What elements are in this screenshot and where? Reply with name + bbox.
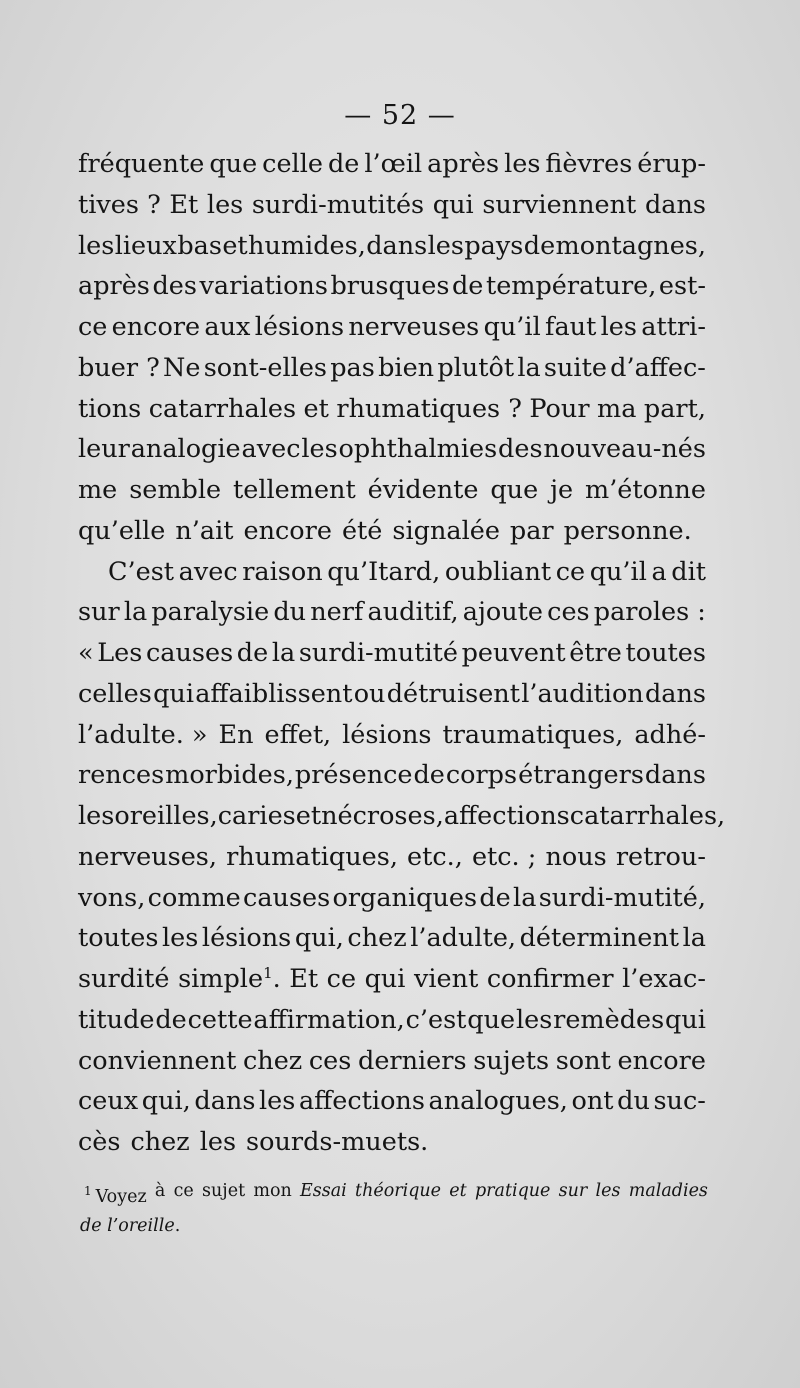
text-line-10 xyxy=(78,511,706,552)
word: lésions xyxy=(201,923,292,954)
word: surdi-mutité, xyxy=(538,882,706,913)
text-line-17 xyxy=(78,796,726,837)
word: rences xyxy=(78,760,165,791)
word: température, xyxy=(485,271,657,302)
word: l’exac- xyxy=(622,964,706,994)
word: remèdes xyxy=(553,1004,665,1035)
word: nous xyxy=(545,841,607,872)
word: ce xyxy=(326,964,357,994)
word: vons, xyxy=(78,882,146,913)
word: qui xyxy=(665,1004,706,1035)
footnote-mark: 1 xyxy=(84,1184,92,1198)
word: du xyxy=(273,597,307,628)
word: brusques xyxy=(330,271,450,302)
word: lésions xyxy=(342,719,432,750)
word: d’affec- xyxy=(610,352,706,383)
word: les xyxy=(595,1181,621,1201)
word: organiques xyxy=(332,882,478,913)
word: les xyxy=(504,149,541,179)
word: tions xyxy=(78,393,142,424)
word: que xyxy=(490,475,539,505)
word: sont-elles xyxy=(203,352,327,383)
word: qui, xyxy=(294,923,344,954)
word: sujets xyxy=(473,1045,550,1076)
word: Ne xyxy=(163,352,201,383)
word: peuvent xyxy=(461,638,566,668)
word: ces xyxy=(308,1045,352,1076)
word: morbides, xyxy=(165,760,294,791)
word: la xyxy=(271,638,296,668)
word: suite xyxy=(543,352,607,383)
word: semble xyxy=(129,475,222,505)
footnote-period: . xyxy=(174,1216,181,1236)
word: Essai xyxy=(300,1181,347,1201)
word: affections xyxy=(443,801,570,831)
text-line-6 xyxy=(78,348,706,389)
word: auditif, xyxy=(367,597,459,628)
word: suc- xyxy=(653,1086,706,1117)
text-line-8 xyxy=(78,429,706,470)
word: sont xyxy=(555,1045,611,1076)
word: part, xyxy=(643,393,706,424)
text-line-11 xyxy=(78,552,706,593)
word: qu’Itard, xyxy=(327,556,441,587)
word: ophthalmies xyxy=(338,434,498,465)
text-line-18 xyxy=(78,837,706,878)
word: me xyxy=(78,475,118,505)
footnote-title-end: de l’oreille xyxy=(80,1216,175,1236)
word: les xyxy=(259,1086,296,1117)
word: adhé- xyxy=(634,719,706,750)
word: est- xyxy=(658,271,706,302)
text-line-14 xyxy=(78,674,706,715)
word: théorique xyxy=(355,1181,442,1201)
word: oreilles, xyxy=(114,801,218,831)
word: montagnes, xyxy=(555,230,706,261)
footnote-ref[interactable]: 1 xyxy=(263,964,273,982)
word: toutes xyxy=(78,923,159,954)
word: causes xyxy=(145,638,234,668)
word: catarrhales xyxy=(148,393,297,424)
word: les xyxy=(206,189,244,220)
word: encore xyxy=(243,515,332,546)
word: à xyxy=(154,1181,166,1201)
word: affaiblissent xyxy=(195,678,353,709)
word: bien xyxy=(378,352,435,383)
word: comme xyxy=(147,882,241,913)
word: l’œil xyxy=(364,149,423,179)
word: sur xyxy=(78,597,120,628)
word: nécroses, xyxy=(321,801,444,831)
word: vient xyxy=(414,964,479,994)
text-line-9 xyxy=(78,470,706,511)
word: c’est xyxy=(405,1004,467,1035)
word: fréquente xyxy=(78,149,205,179)
word: signalée xyxy=(392,515,500,546)
word: avec xyxy=(241,434,301,465)
word: les xyxy=(427,230,464,261)
word: « xyxy=(78,638,94,668)
word: maladies xyxy=(628,1181,708,1201)
word: déterminent xyxy=(519,923,680,954)
word: Et xyxy=(289,964,319,994)
word: a xyxy=(651,556,667,587)
text-line-22 xyxy=(78,1000,706,1041)
word: titude xyxy=(78,1004,155,1035)
word: Voyez xyxy=(95,1187,147,1207)
page-number: — 52 — xyxy=(344,100,456,131)
word: ajoute xyxy=(462,597,544,628)
text-line-15 xyxy=(78,715,706,756)
word: cette xyxy=(187,1004,253,1035)
word: paralysie xyxy=(151,597,270,628)
word: la xyxy=(682,923,706,954)
footnote-start xyxy=(84,1177,147,1212)
word: n’ait xyxy=(175,515,234,546)
word: les xyxy=(78,230,115,261)
word: du xyxy=(617,1086,650,1117)
word: surviennent xyxy=(482,189,637,220)
word: C’est xyxy=(108,556,175,587)
word: confirmer xyxy=(486,964,614,994)
word: analogues, xyxy=(428,1086,568,1117)
word: fièvres xyxy=(545,149,633,179)
word: aux xyxy=(204,312,251,342)
word: surdité xyxy=(78,964,170,994)
word: En xyxy=(218,719,254,750)
word: nerveuses xyxy=(348,312,480,342)
word: variations xyxy=(199,271,328,302)
word: encore xyxy=(111,312,201,342)
text-line-7 xyxy=(78,389,706,430)
word: de xyxy=(413,760,445,791)
word: celle xyxy=(262,149,323,179)
word: leur xyxy=(78,434,130,465)
word: de xyxy=(327,149,360,179)
word: que xyxy=(467,1004,516,1035)
word: que xyxy=(209,149,258,179)
word: les xyxy=(515,1004,553,1035)
text-line-4 xyxy=(78,266,706,307)
word: plutôt xyxy=(437,352,515,383)
word: etc. ; xyxy=(471,841,537,872)
word: étrangers xyxy=(518,760,644,791)
word: corps xyxy=(445,760,518,791)
word: la xyxy=(513,882,537,913)
word: évidente xyxy=(367,475,479,505)
word: dit xyxy=(671,556,706,587)
word: qu’il xyxy=(483,312,541,342)
word: raison xyxy=(242,556,323,587)
word: les xyxy=(162,923,199,954)
word-with-footnote-ref xyxy=(178,959,281,1000)
word: ce xyxy=(173,1181,194,1201)
word: faut xyxy=(545,312,597,342)
word: dans xyxy=(644,189,706,220)
word: la xyxy=(123,597,148,628)
footnote xyxy=(80,1177,708,1241)
word: des xyxy=(152,271,197,302)
word: présence xyxy=(294,760,413,791)
footnote-line-2 xyxy=(80,1212,708,1241)
word: et xyxy=(449,1181,467,1201)
word: qui xyxy=(153,678,194,709)
word: traumatiques, xyxy=(442,719,624,750)
word: rhumatiques ? xyxy=(336,393,522,424)
word: ce xyxy=(78,312,108,342)
word: de xyxy=(479,882,511,913)
text-line-3 xyxy=(78,226,706,267)
word: derniers xyxy=(358,1045,467,1076)
word: et xyxy=(295,801,322,831)
text-line-13 xyxy=(78,633,706,674)
word: lésions xyxy=(254,312,345,342)
word: de xyxy=(236,638,269,668)
word: chez xyxy=(130,1127,190,1157)
word: surdi-mutité xyxy=(298,638,458,668)
word: qui xyxy=(364,964,406,994)
word: les xyxy=(78,801,115,831)
text-line-1 xyxy=(78,144,706,185)
word: de xyxy=(523,230,556,261)
word: analogie xyxy=(130,434,241,465)
word: attri- xyxy=(641,312,706,342)
word: été xyxy=(341,515,383,546)
text-line-24 xyxy=(78,1081,706,1122)
text-line-19 xyxy=(78,878,706,919)
word: ma xyxy=(597,393,637,424)
word: nouveau-nés xyxy=(543,434,706,465)
word: sujet xyxy=(202,1181,246,1201)
word: celles xyxy=(78,678,152,709)
word: qui, xyxy=(141,1086,191,1117)
footnote-line-1 xyxy=(84,1177,708,1212)
word: être xyxy=(569,638,622,668)
word: bas xyxy=(177,230,222,261)
word: sourds-muets. xyxy=(246,1127,429,1157)
word: affirmation, xyxy=(253,1004,405,1035)
word: ce xyxy=(555,556,586,587)
word: affections xyxy=(298,1086,425,1117)
word: Les xyxy=(97,638,143,668)
word: personne. xyxy=(563,515,692,546)
word: paroles : xyxy=(593,597,706,628)
word: encore xyxy=(617,1045,706,1076)
word: pratique xyxy=(474,1181,551,1201)
text-line-16 xyxy=(78,755,706,796)
word: après xyxy=(427,149,500,179)
word: de xyxy=(155,1004,187,1035)
word: ou xyxy=(353,678,386,709)
word: causes xyxy=(243,882,331,913)
word: etc., xyxy=(407,841,463,872)
word: de xyxy=(451,271,484,302)
word: surdi-mutités xyxy=(251,189,425,220)
word: sur xyxy=(558,1181,588,1201)
word: qui xyxy=(432,189,474,220)
word: les xyxy=(199,1127,237,1157)
word: détruisent xyxy=(386,678,520,709)
text-line-21 xyxy=(78,959,706,1000)
text-line-23 xyxy=(78,1041,706,1082)
word: l’adulte, xyxy=(410,923,517,954)
word: chez xyxy=(347,923,407,954)
word: caries xyxy=(217,801,296,831)
word: avec xyxy=(178,556,238,587)
body-text xyxy=(78,144,726,1163)
word: m’étonne xyxy=(585,475,706,505)
word: buer ? xyxy=(78,352,160,383)
word: dans xyxy=(194,1086,256,1117)
word: l’adulte. » xyxy=(78,719,208,750)
word: oubliant xyxy=(444,556,552,587)
word: dans xyxy=(644,678,706,709)
word: . xyxy=(272,964,281,994)
word: Pour xyxy=(529,393,590,424)
word: et xyxy=(222,230,248,261)
word: les xyxy=(301,434,338,465)
word: effet, xyxy=(264,719,332,750)
word: des xyxy=(498,434,543,465)
word: humides, xyxy=(248,230,366,261)
word: lieux xyxy=(114,230,177,261)
word: érup- xyxy=(637,149,706,179)
word: la xyxy=(517,352,541,383)
word: tives ? xyxy=(78,189,161,220)
word: qu’il xyxy=(589,556,647,587)
word: je xyxy=(550,475,574,505)
word: nerveuses, xyxy=(78,841,217,872)
word: et xyxy=(303,393,329,424)
word: par xyxy=(509,515,554,546)
word: ceux xyxy=(78,1086,139,1117)
word: mon xyxy=(253,1181,292,1201)
word: ces xyxy=(547,597,590,628)
word: pas xyxy=(330,352,375,383)
word: dans xyxy=(644,760,706,791)
word: chez xyxy=(242,1045,303,1076)
text-line-5 xyxy=(78,307,706,348)
text-line-25 xyxy=(78,1122,706,1163)
word: qu’elle xyxy=(78,515,166,546)
word: tellement xyxy=(233,475,356,505)
word: après xyxy=(78,271,150,302)
word: catarrhales, xyxy=(569,801,726,831)
word: simple xyxy=(178,964,264,994)
word: toutes xyxy=(625,638,706,668)
text-line-2 xyxy=(78,185,706,226)
word: les xyxy=(600,312,637,342)
word: pays xyxy=(464,230,524,261)
text-line-20 xyxy=(78,918,706,959)
word: conviennent xyxy=(78,1045,237,1076)
word: ont xyxy=(571,1086,614,1117)
word: retrou- xyxy=(615,841,706,872)
word: nerf xyxy=(310,597,364,628)
text-line-12 xyxy=(78,592,706,633)
word: Et xyxy=(169,189,199,220)
word: cès xyxy=(78,1127,121,1157)
word: l’audition xyxy=(521,678,644,709)
word: dans xyxy=(366,230,428,261)
word: rhumatiques, xyxy=(226,841,398,872)
